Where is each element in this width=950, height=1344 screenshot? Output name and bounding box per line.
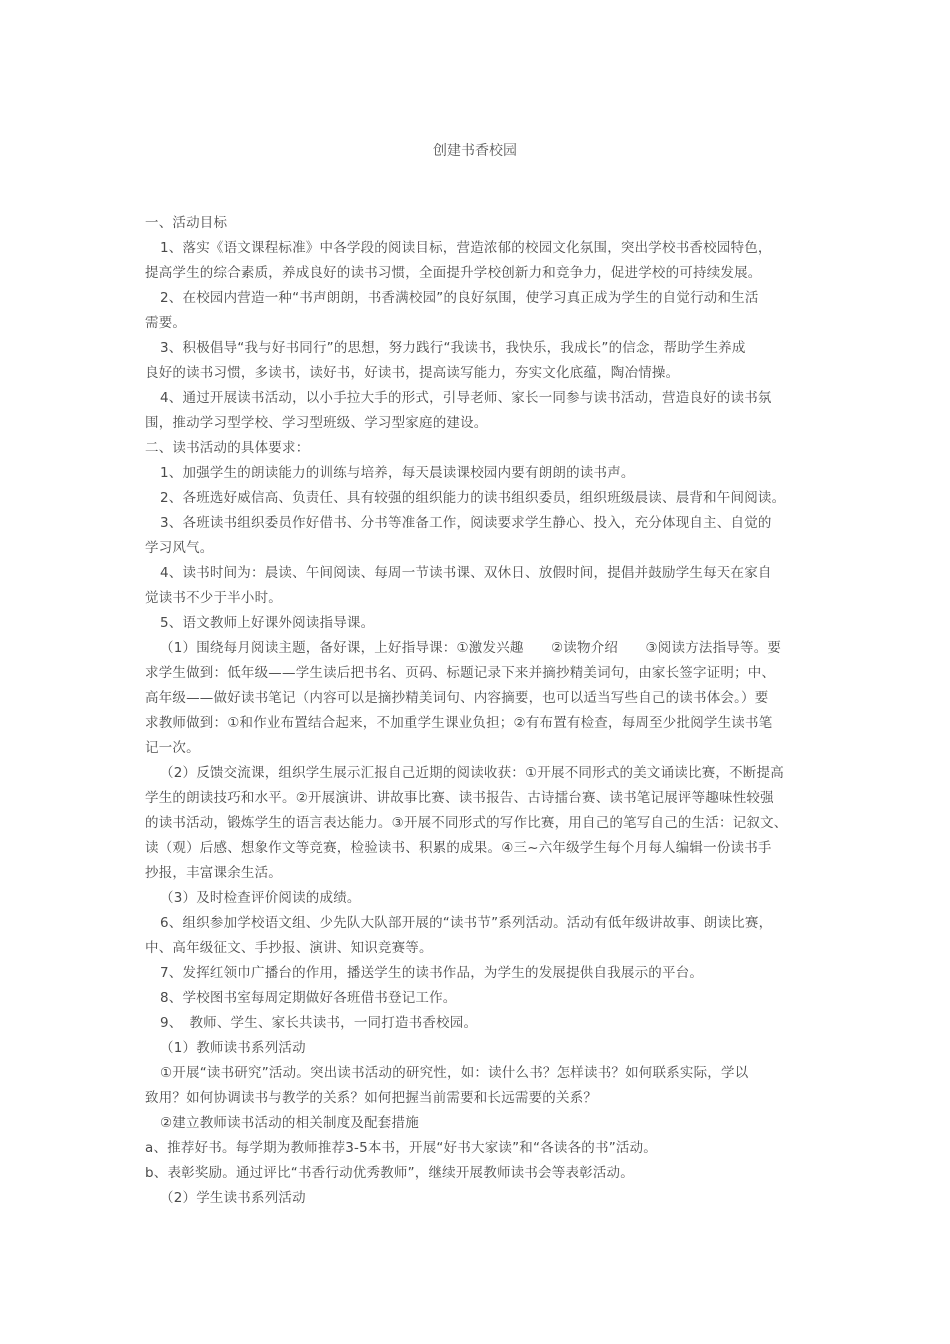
paragraph-line: 二、读书活动的具体要求： (145, 440, 310, 456)
document-body (145, 211, 820, 1211)
paragraph-line: 求教师做到：①和作业布置结合起来，不加重学生课业负担；②有布置有检查，每周至少批阅学生读书笔 (145, 715, 773, 731)
paragraph-line: 3、各班读书组织委员作好借书、分书等准备工作，阅读要求学生静心、投入，充分体现自主、自觉的 (160, 515, 772, 531)
paragraph-line: （3）及时检查评价阅读的成绩。 (160, 890, 361, 906)
paragraph-line: 2、在校园内营造一种“书声朗朗，书香满校园”的良好氛围，使学习真正成为学生的自觉行动和生活 (160, 290, 759, 306)
paragraph-line: 提高学生的综合素质，养成良好的读书习惯，全面提升学校创新力和竞争力，促进学校的可持续发展。 (145, 265, 762, 281)
paragraph-line: 记一次。 (145, 740, 200, 756)
paragraph-line: 需要。 (145, 315, 187, 331)
paragraph-line: 4、通过开展读书活动，以小手拉大手的形式，引导老师、家长一同参与读书活动，营造良好的读书氛 (160, 390, 772, 406)
paragraph-line: 的读书活动，锻炼学生的语言表达能力。③开展不同形式的写作比赛，用自己的笔写自己的生活：记叙文、 (145, 815, 788, 831)
paragraph-line: 求学生做到：低年级——学生读后把书名、页码、标题记录下来并摘抄精美词句，由家长签字证明；中、 (145, 665, 776, 681)
paragraph-line: 中、高年级征文、手抄报、演讲、知识竞赛等。 (145, 940, 433, 956)
paragraph-line: （2）反馈交流课，组织学生展示汇报自己近期的阅读收获：①开展不同形式的美文诵读比赛，不断提高 (160, 765, 784, 781)
paragraph-line: 1、加强学生的朗读能力的训练与培养，每天晨读课校园内要有朗朗的读书声。 (160, 465, 635, 481)
paragraph-line: 2、各班选好威信高、负责任、具有较强的组织能力的读书组织委员，组织班级晨读、晨背和午间阅读。 (160, 490, 786, 506)
paragraph-line: 6、组织参加学校语文组、少先队大队部开展的“读书节”系列活动。活动有低年级讲故事、朗读比赛， (160, 915, 773, 931)
paragraph-line: a、推荐好书。每学期为教师推荐3-5本书，开展“好书大家读”和“各读各的书”活动。 (145, 1140, 657, 1156)
paragraph-line: （1）教师读书系列活动 (160, 1040, 306, 1056)
paragraph-line: ②建立教师读书活动的相关制度及配套措施 (160, 1115, 419, 1131)
paragraph-line: 围，推动学习型学校、学习型班级、学习型家庭的建设。 (145, 415, 488, 431)
paragraph-line: 抄报，丰富课余生活。 (145, 865, 282, 881)
paragraph-line: 觉读书不少于半小时。 (145, 590, 282, 606)
paragraph-line: 4、读书时间为：晨读、午间阅读、每周一节读书课、双休日、放假时间，提倡并鼓励学生每天在家自 (160, 565, 772, 581)
paragraph-line: 良好的读书习惯，多读书，读好书，好读书，提高读写能力，夯实文化底蕴，陶冶情操。 (145, 365, 680, 381)
paragraph-line: （2）学生读书系列活动 (160, 1190, 306, 1206)
paragraph-line: ①开展“读书研究”活动。突出读书活动的研究性，如：读什么书？怎样读书？如何联系实际，学以 (160, 1065, 749, 1081)
paragraph-line: b、表彰奖励。通过评比“书香行动优秀教师”，继续开展教师读书会等表彰活动。 (145, 1165, 634, 1181)
paragraph-line: 7、发挥红领巾广播台的作用，播送学生的读书作品，为学生的发展提供自我展示的平台。 (160, 965, 704, 981)
paragraph-line: 高年级——做好读书笔记（内容可以是摘抄精美词句、内容摘要，也可以适当写些自己的读书体会。）要 (145, 690, 769, 706)
paragraph-line: 学习风气。 (145, 540, 214, 556)
paragraph-line: 8、学校图书室每周定期做好各班借书登记工作。 (160, 990, 457, 1006)
paragraph-line: 1、落实《语文课程标准》中各学段的阅读目标，营造浓郁的校园文化氛围，突出学校书香校园特色， (160, 240, 772, 256)
paragraph-line: 学生的朗读技巧和水平。②开展演讲、讲故事比赛、读书报告、古诗擂台赛、读书笔记展评等趣味性较强 (145, 790, 774, 806)
paragraph-line: 9、 教师、学生、家长共读书，一同打造书香校园。 (160, 1015, 478, 1031)
paragraph-line: 5、语文教师上好课外阅读指导课。 (160, 615, 375, 631)
paragraph-line: 致用？如何协调读书与教学的关系？如何把握当前需要和长远需要的关系？ (145, 1090, 598, 1106)
paragraph-line: 3、积极倡导“我与好书同行”的思想，努力践行“我读书，我快乐，我成长”的信念，帮助学生养成 (160, 340, 746, 356)
paragraph-line: 一、活动目标 (145, 215, 228, 231)
paragraph-line: （1）围绕每月阅读主题，备好课，上好指导课：①激发兴趣 ②读物介绍 ③阅读方法指导等。要 (160, 640, 782, 656)
document-title: 创建书香校园 (433, 143, 517, 159)
paragraph-line: 读（观）后感、想象作文等竞赛，检验读书、积累的成果。④三~六年级学生每个月每人编辑一份读书手 (145, 840, 772, 856)
